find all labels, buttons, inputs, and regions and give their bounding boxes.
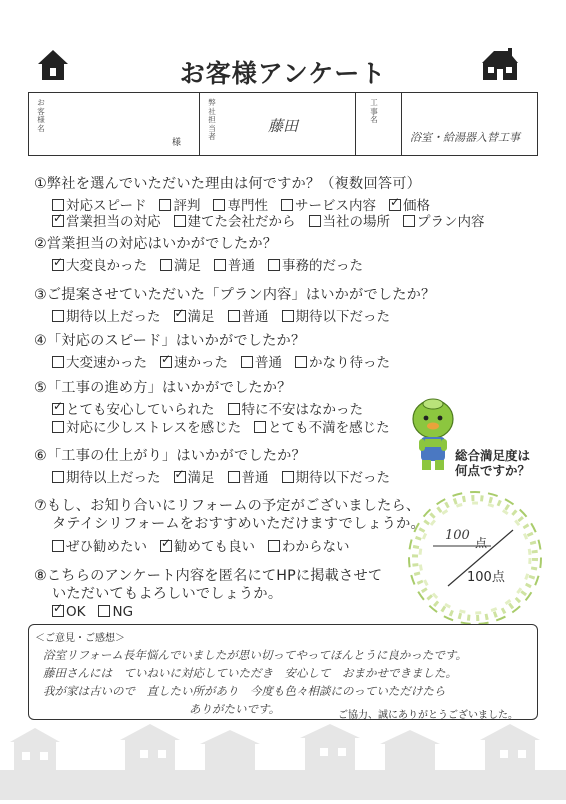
checkbox[interactable] [52,356,64,368]
q2-text: ②営業担当の対応はいかがでしたか？ [34,236,278,252]
checkbox-checked[interactable] [52,403,64,415]
q1-options-row [52,210,498,230]
customer-honorific: 様 [172,138,182,148]
house-icon-right [478,48,520,86]
work-cell [355,93,401,155]
checkbox[interactable] [52,540,64,552]
score-unit: 点 [475,536,488,550]
option-label: 評判 [173,198,201,214]
q7-option[interactable] [160,535,255,555]
checkbox[interactable] [282,310,294,322]
option-label: 大変良かった [66,258,147,274]
option-label: 期待以上だった [66,470,161,486]
comment-line-4: ありがたいです。 [189,702,281,716]
customer-name-label: お客様名 [37,98,45,133]
option-label: 満足 [187,470,215,486]
checkbox-checked[interactable] [160,540,172,552]
option-label: 普通 [255,355,282,371]
checkbox[interactable] [268,540,280,552]
score-written: 100 [445,528,470,543]
option-label: ぜひ勧めたい [66,539,147,555]
option-label: 事務的だった [282,258,363,274]
option-label: かなり待った [309,355,390,371]
checkbox[interactable] [98,605,110,617]
checkbox[interactable] [52,421,64,433]
option-label: 勧めても良い [174,539,255,555]
option-label: 専門性 [227,198,268,214]
checkbox[interactable] [174,215,186,227]
option-label: 大変速かった [66,355,147,371]
option-label: わからない [282,539,350,555]
q8-text-line2: いただいてもよろしいでしょうか。 [52,586,283,602]
thanks-note: ご協力、誠にありがとうございました。 [338,710,518,721]
q5-option[interactable] [228,398,364,418]
option-label: 期待以上だった [66,309,161,325]
page-title: お客様アンケート [179,59,387,88]
checkbox[interactable] [403,215,415,227]
q3-options-row [52,305,403,325]
q1-option[interactable] [52,210,161,230]
q5-options-row [52,398,376,418]
checkbox[interactable] [295,356,307,368]
option-label: 営業担当の対応 [66,214,161,230]
checkbox-checked[interactable] [52,259,64,271]
checkbox[interactable] [52,471,64,483]
q6-options-row [52,466,403,486]
checkbox-checked[interactable] [52,215,64,227]
q1-option[interactable] [309,210,391,230]
q2-option[interactable] [160,254,201,274]
checkbox[interactable] [52,310,64,322]
option-label: とても安心していられた [66,402,215,418]
town-silhouette [0,718,566,804]
checkbox[interactable] [309,215,321,227]
option-label: プラン内容 [417,214,485,230]
q5-option[interactable] [52,416,241,436]
q7-option[interactable] [52,535,147,555]
checkbox-checked[interactable] [174,310,186,322]
checkbox-checked[interactable] [52,605,64,617]
staff-name: 藤田 [268,117,299,135]
comment-line-3: 我が家は古いので 直したい所があり 今度も色々相談にのっていただけたら [43,684,446,698]
q4-options-row [52,351,403,371]
q3-option[interactable] [282,305,391,325]
q6-option[interactable] [52,466,161,486]
q3-option[interactable] [52,305,161,325]
q7-text-line2: タテイシリフォームをおすすめいただけますでしょうか。 [52,516,425,532]
option-label: 普通 [241,309,269,325]
option-label: 対応スピード [66,198,147,214]
option-label: NG [112,604,134,620]
q3-option[interactable] [174,305,215,325]
q2-option[interactable] [268,254,363,274]
option-label: 速かった [174,355,228,371]
option-label: 満足 [174,258,201,274]
checkbox[interactable] [228,471,240,483]
q4-text: ④「対応のスピード」はいかがでしたか？ [34,333,306,349]
q5-option[interactable] [52,398,215,418]
work-label: 工事名 [370,98,378,124]
q2-option[interactable] [52,254,147,274]
q3-option[interactable] [228,305,269,325]
q7-options-row [52,535,363,555]
satisfaction-question-line2: 何点ですか？ [455,463,531,478]
checkbox[interactable] [228,403,240,415]
q4-option[interactable] [52,351,147,371]
q1-option[interactable] [174,210,296,230]
q6-option[interactable] [282,466,391,486]
option-label: 価格 [402,198,430,214]
mascot-illustration [409,395,457,479]
q4-option[interactable] [295,351,390,371]
checkbox-checked[interactable] [160,356,172,368]
q2-option[interactable] [214,254,255,274]
work-name: 浴室・給湯器入替工事 [410,131,520,144]
checkbox[interactable] [241,356,253,368]
q7-text: ⑦もし、お知り合いにリフォームの予定がございましたら、 [34,498,421,514]
option-label: 対応に少しストレスを感じた [66,420,242,436]
customer-info-table [28,92,538,156]
q8-option[interactable] [52,604,85,620]
checkbox[interactable] [228,310,240,322]
comment-line-1: 浴室リフォーム長年悩んでいましたが思い切ってやってほんとうに良かったです。 [43,648,468,662]
q3-text: ③ご提案させていただいた「プラン内容」はいかがでしたか？ [34,287,436,303]
q6-option[interactable] [228,466,269,486]
score-max: 100点 [467,570,505,585]
q1-text: ①弊社を選んでいただいた理由は何ですか？（複数回答可） [34,176,421,192]
q4-option[interactable] [160,351,228,371]
satisfaction-question [455,448,530,478]
q1-option[interactable] [403,210,485,230]
checkbox[interactable] [282,471,294,483]
q4-option[interactable] [241,351,282,371]
q8-options-row [52,604,146,620]
q5-text: ⑤「工事の進め方」はいかがでしたか？ [34,380,292,396]
work-value-cell [401,93,539,155]
option-label: 普通 [241,470,269,486]
comment-line-2: 藤田さんには ていねいに対応していただき 安心して おまかせできました。 [43,666,457,680]
checkbox[interactable] [268,259,280,271]
checkbox[interactable] [214,259,226,271]
comment-label: ＜ご意見・ご感想＞ [35,633,125,644]
checkbox-checked[interactable] [174,471,186,483]
option-label: 期待以下だった [295,470,390,486]
option-label: 特に不安はなかった [241,402,363,418]
satisfaction-question-line1: 総合満足度は [455,448,531,463]
q8-text: ⑧こちらのアンケート内容を匿名にてHPに掲載させて [34,568,383,584]
q2-options-row [52,254,376,274]
q8-option[interactable] [98,604,133,620]
option-label: とても不満を感じた [268,420,390,436]
checkbox[interactable] [254,421,266,433]
q5-options-row [52,416,403,436]
q7-option[interactable] [268,535,350,555]
q6-option[interactable] [174,466,215,486]
option-label: 満足 [187,309,215,325]
option-label: 当社の場所 [322,214,390,230]
option-label: 建てた会社だから [187,214,296,230]
q5-option[interactable] [254,416,390,436]
checkbox[interactable] [160,259,172,271]
option-label: サービス内容 [294,198,376,214]
option-label: 期待以下だった [295,309,390,325]
option-label: OK [66,604,86,620]
staff-cell [199,93,355,155]
q6-text: ⑥「工事の仕上がり」はいかがでしたか？ [34,448,306,464]
staff-label: 弊社担当者 [208,98,216,141]
score-wreath [403,486,547,630]
option-label: 普通 [228,258,255,274]
